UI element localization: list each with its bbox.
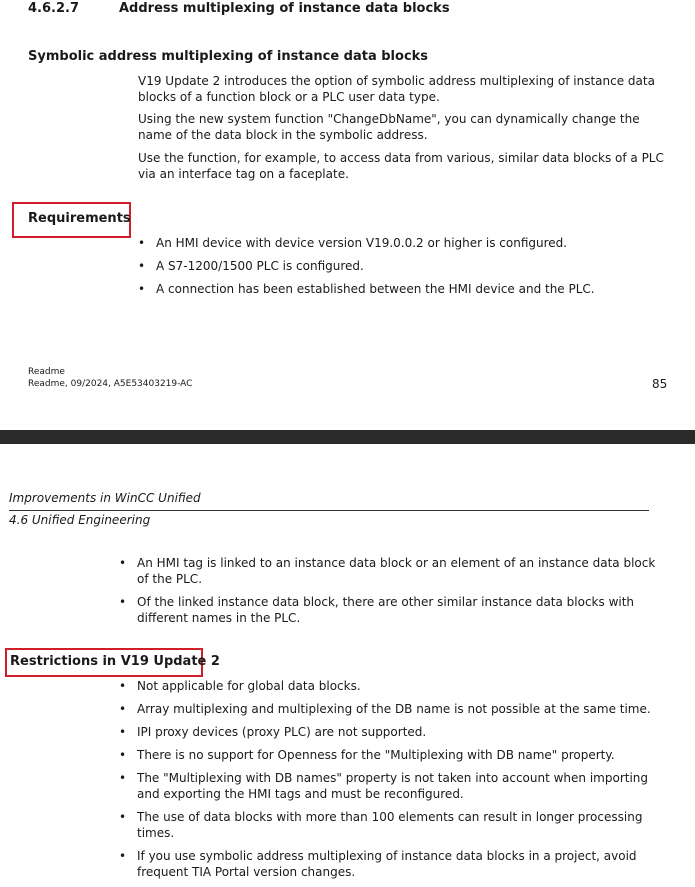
running-header-section: 4.6 Unified Engineering (9, 513, 151, 527)
paragraph-usage: Use the function, for example, to access data from various, similar data blocks of a PLC via an interface tag on a faceplate. (138, 151, 664, 181)
paragraph-intro: V19 Update 2 introduces the option of symbolic address multiplexing of instance data blocks of a function block or a PLC user data type. (138, 74, 655, 104)
restrictions-heading: Restrictions in V19 Update 2 (10, 654, 220, 669)
list-item: • Not applicable for global data blocks. (119, 678, 664, 694)
page-divider (0, 430, 695, 444)
subheading: Symbolic address multiplexing of instance data blocks (28, 49, 429, 64)
section-title: Address multiplexing of instance data blocks (119, 1, 450, 16)
requirements-heading: Requirements (28, 211, 131, 226)
list-item: • The "Multiplexing with DB names" property is not taken into account when importing and exporting the HMI tags and must be reconfigured. (119, 770, 664, 802)
page-number: 85 (652, 377, 668, 391)
footer-doc-info: Readme, 09/2024, A5E53403219-AC (28, 379, 193, 389)
list-item: • IPI proxy devices (proxy PLC) are not supported. (119, 724, 664, 740)
list-item: • Of the linked instance data block, there are other similar instance data blocks with different names in the PLC. (119, 594, 659, 626)
list-item: • An HMI device with device version V19.0.0.2 or higher is configured. (138, 235, 678, 251)
header-rule (9, 510, 649, 511)
continued-requirements-list (119, 555, 659, 633)
list-item: • A S7-1200/1500 PLC is configured. (138, 258, 678, 274)
running-header-chapter: Improvements in WinCC Unified (9, 491, 201, 505)
requirements-list (138, 235, 678, 304)
restrictions-list (119, 678, 664, 887)
paragraph-changedbname: Using the new system function "ChangeDbName", you can dynamically change the name of the data block in the symbolic address. (138, 112, 640, 142)
list-item: • A connection has been established between the HMI device and the PLC. (138, 281, 678, 297)
list-item: • The use of data blocks with more than 100 elements can result in longer processing times. (119, 809, 664, 841)
list-item: • There is no support for Openness for the "Multiplexing with DB name" property. (119, 747, 664, 763)
footer-doc-name: Readme (28, 367, 65, 377)
section-number: 4.6.2.7 (28, 1, 79, 16)
list-item: • Array multiplexing and multiplexing of the DB name is not possible at the same time. (119, 701, 664, 717)
list-item: • If you use symbolic address multiplexing of instance data blocks in a project, avoid frequent TIA Portal version changes. (119, 848, 664, 880)
list-item: • An HMI tag is linked to an instance data block or an element of an instance data block of the PLC. (119, 555, 659, 587)
